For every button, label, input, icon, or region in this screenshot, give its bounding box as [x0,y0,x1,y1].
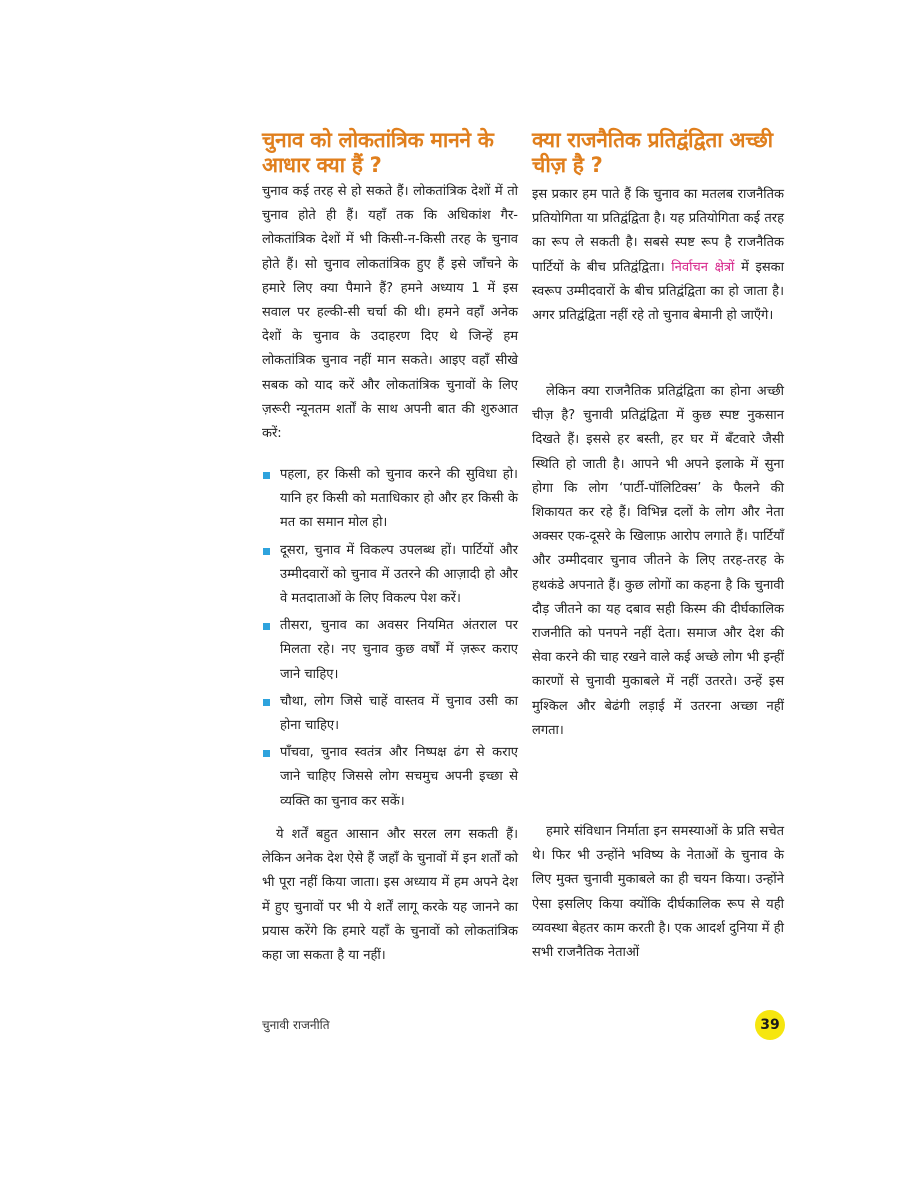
list-item: पहला, हर किसी को चुनाव करने की सुविधा हो। यानि हर किसी को मताधिकार हो और हर किसी के मत का समान मोल हो। [262,463,518,536]
right-paragraph-2: लेकिन क्या राजनैतिक प्रतिद्वंद्विता का होना अच्छी चीज़ है? चुनावी प्रतिद्वंद्विता में कुछ स्पष्ट नुकसान दिखते हैं। इससे हर बस्ती, हर घर में बँटवारे जैसी स्थिति हो जाती है। आपने भी अपने इलाके में सुना होगा कि लोग ‘पार्टी-पॉलिटिक्स’ के फैलने की शिकायत कर रहे हैं। विभिन्न दलों के लोग और नेता अक्सर एक-दूसरे के खिलाफ़ आरोप लगाते हैं। पार्टियाँ और उम्मीदवार चुनाव जीतने के लिए तरह-तरह के हथकंडे अपनाते हैं। कुछ लोगों का कहना है कि चुनावी दौड़ जीतने का यह दबाव सही किस्म की दीर्घकालिक राजनीति को पनपने नहीं देता। समाज और देश की सेवा करने की चाह रखने वाले कई अच्छे लोग भी इन्हीं कारणों से चुनावी मुकाबले में नहीं उतरते। उन्हें इस मुश्किल और बेढंगी लड़ाई में उतरना अच्छा नहीं लगता। [532,384,784,738]
right-heading: क्या राजनैतिक प्रतिद्वंद्विता अच्छी चीज़ है ? [532,128,773,177]
list-item: दूसरा, चुनाव में विकल्प उपलब्ध हों। पार्टियों और उम्मीदवारों को चुनाव में उतरने की आज़ादी हो और वे मतदाताओं के लिए विकल्प पेश करें। [262,539,518,612]
right-paragraph-3: हमारे संविधान निर्माता इन समस्याओं के प्रति सचेत थे। फिर भी उन्होंने भविष्य के नेताओं के चुनाव के लिए मुक्त चुनावी मुकाबले का ही चयन किया। उन्होंने ऐसा इसलिए किया क्योंकि दीर्घकालिक रूप से यही व्यवस्था बेहतर काम करती है। एक आदर्श दुनिया में ही सभी राजनैतिक नेताओं [532,824,784,961]
list-item: तीसरा, चुनाव का अवसर नियमित अंतराल पर मिलता रहे। नए चुनाव कुछ वर्षों में ज़रूर कराए जाने चाहिए। [262,614,518,687]
left-heading: चुनाव को लोकतांत्रिक मानने के आधार क्या हैं ? [262,128,494,177]
bullet-square-icon [263,623,270,630]
bullet-square-icon [263,750,270,757]
footer-book-title: चुनावी राजनीति [262,1018,330,1032]
right-paragraph-1: इस प्रकार हम पाते हैं कि चुनाव का मतलब राजनैतिक प्रतियोगिता या प्रतिद्वंद्विता है। यह प्रतियोगिता कई तरह का रूप ले सकती है। सबसे स्पष्ट रूप है राजनैतिक पार्टियों के बीच प्रतिद्वंद्विता। निर्वाचन क्षेत्रों में इसका स्वरूप उम्मीदवारों के बीच प्रतिद्वंद्विता का हो जाता है। अगर प्रतिद्वंद्विता नहीं रहे तो चुनाव बेमानी हो जाएँगे। [532,187,784,324]
bullet-square-icon [263,472,270,479]
list-item: चौथा, लोग जिसे चाहें वास्तव में चुनाव उसी का होना चाहिए। [262,690,518,738]
page-number-badge: 39 [755,1010,785,1040]
left-conclusion-paragraph: ये शर्तें बहुत आसान और सरल लग सकती हैं। लेकिन अनेक देश ऐसे हैं जहाँ के चुनावों में इन शर्तों को भी पूरा नहीं किया जाता। इस अध्याय में हम अपने देश में हुए चुनावों पर भी ये शर्तें लागू करके यह जानने का प्रयास करेंगे कि हमारे यहाँ के चुनावों को लोकतांत्रिक कहा जा सकता है या नहीं। [262,827,518,964]
conditions-list [262,463,518,814]
constituency-highlight: निर्वाचन क्षेत्रों [671,259,735,275]
left-intro-paragraph: चुनाव कई तरह से हो सकते हैं। लोकतांत्रिक देशों में तो चुनाव होते ही हैं। यहाँ तक कि अधिकांश गैर-लोकतांत्रिक देशों में भी किसी-न-किसी तरह के चुनाव होते हैं। सो चुनाव लोकतांत्रिक हुए हैं इसे जाँचने के हमारे लिए क्या पैमाने हैं? हमने अध्याय 1 में इस सवाल पर हल्की-सी चर्चा की थी। हमने वहाँ अनेक देशों के चुनाव के उदाहरण दिए थे जिन्हें हम लोकतांत्रिक चुनाव नहीं मान सकते। आइए वहाँ सीखे सबक को याद करें और लोकतांत्रिक चुनावों के लिए ज़रूरी न्यूनतम शर्तों के साथ अपनी बात की शुरुआत करें: [262,184,518,442]
bullet-square-icon [263,548,270,555]
bullet-square-icon [263,699,270,706]
list-item: पाँचवा, चुनाव स्वतंत्र और निष्पक्ष ढंग से कराए जाने चाहिए जिससे लोग सचमुच अपनी इच्छा से व्यक्ति का चुनाव कर सकें। [262,741,518,814]
